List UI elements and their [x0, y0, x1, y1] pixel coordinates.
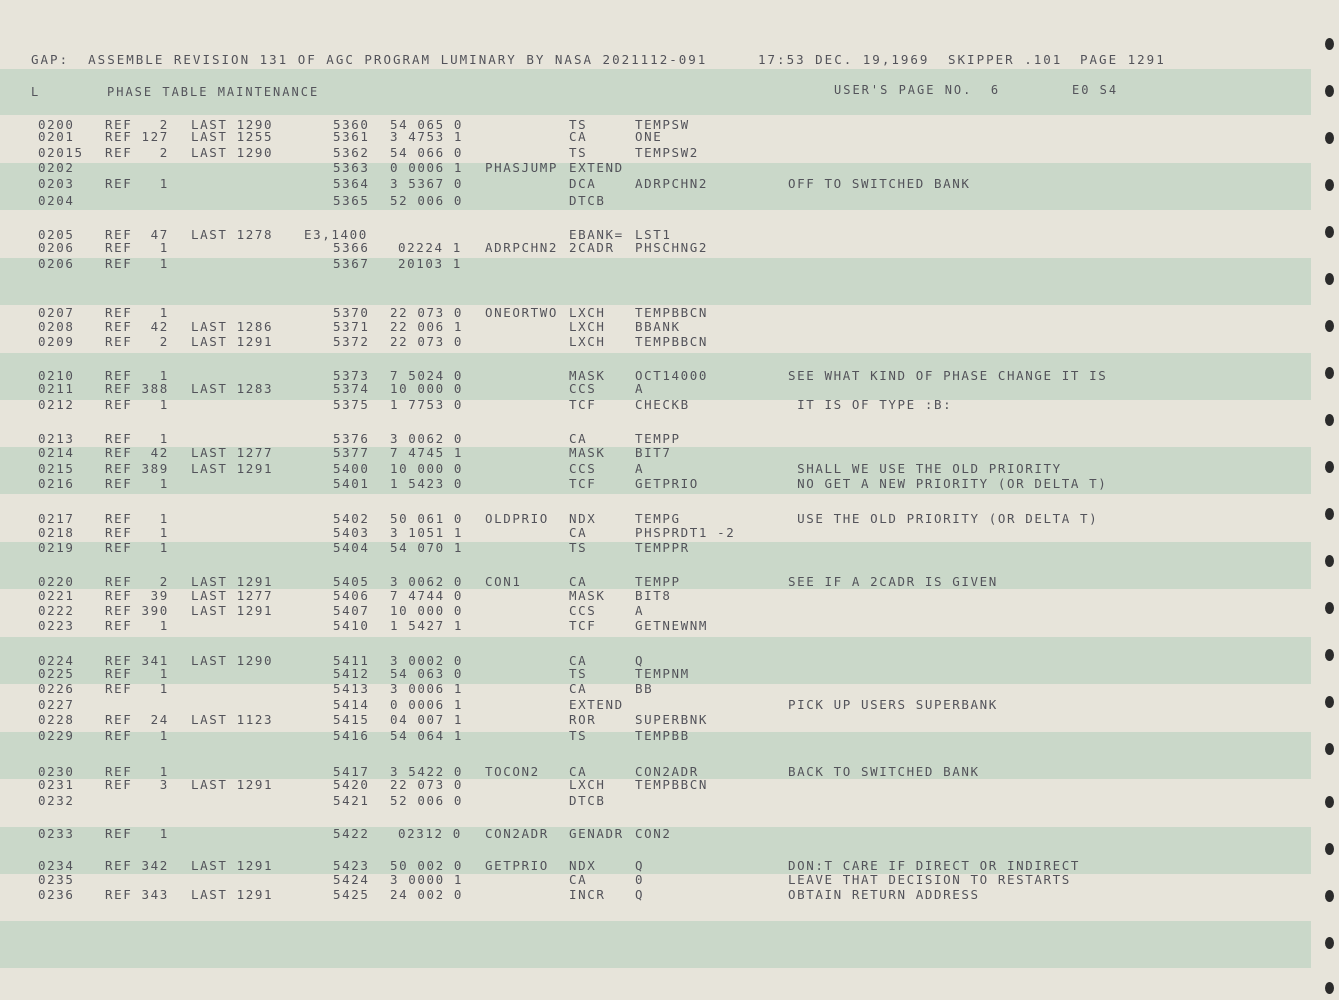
- address: 5401: [333, 476, 370, 491]
- address: 5365: [333, 193, 370, 208]
- operand: TEMPBBCN: [635, 305, 709, 320]
- address: 5415: [333, 712, 370, 727]
- sprocket-hole-icon: [1325, 982, 1334, 994]
- operand: GETPRIO: [635, 476, 699, 491]
- ref-count: REF 388: [105, 381, 169, 396]
- comment: BACK TO SWITCHED BANK: [788, 764, 980, 779]
- sprocket-hole-icon: [1325, 38, 1334, 50]
- opcode: CA: [569, 764, 588, 779]
- opcode: NDX: [569, 511, 597, 526]
- opcode: TCF: [569, 618, 597, 633]
- line-number: 0227: [38, 697, 75, 712]
- ref-count: REF 1: [105, 681, 169, 696]
- label: PHASJUMP: [485, 160, 559, 175]
- line-number: 0233: [38, 826, 75, 841]
- octal-code: 1 5427 1: [390, 618, 464, 633]
- sprocket-hole-icon: [1325, 132, 1334, 144]
- ref-count: REF 389: [105, 461, 169, 476]
- opcode: DTCB: [569, 793, 606, 808]
- line-number: 0207: [38, 305, 75, 320]
- line-number: 0236: [38, 887, 75, 902]
- line-number: 0203: [38, 176, 75, 191]
- sprocket-hole-icon: [1325, 555, 1334, 567]
- octal-code: 22 073 0: [390, 305, 464, 320]
- octal-code: 50 061 0: [390, 511, 464, 526]
- operand: CON2: [635, 826, 672, 841]
- ref-count: REF 341: [105, 653, 169, 668]
- octal-code: 20103 1: [398, 256, 462, 271]
- comment: PICK UP USERS SUPERBANK: [788, 697, 998, 712]
- operand: LST1: [635, 227, 672, 242]
- ref-count: REF 342: [105, 858, 169, 873]
- octal-code: 10 000 0: [390, 603, 464, 618]
- sprocket-hole-icon: [1325, 890, 1334, 902]
- line-number: 0219: [38, 540, 75, 555]
- sprocket-hole-icon: [1325, 743, 1334, 755]
- ref-count: REF 1: [105, 240, 169, 255]
- line-number: 0218: [38, 525, 75, 540]
- operand: CON2ADR: [635, 764, 699, 779]
- sprocket-hole-icon: [1325, 696, 1334, 708]
- opcode: DCA: [569, 176, 597, 191]
- line-number: 0214: [38, 445, 75, 460]
- line-number: 0208: [38, 319, 75, 334]
- opcode: TCF: [569, 476, 597, 491]
- opcode: EBANK=: [569, 227, 624, 242]
- opcode: LXCH: [569, 319, 606, 334]
- operand: TEMPBBCN: [635, 777, 709, 792]
- operand: ONE: [635, 129, 663, 144]
- operand: OCT14000: [635, 368, 709, 383]
- octal-code: 22 073 0: [390, 777, 464, 792]
- ref-count: REF 47: [105, 227, 169, 242]
- opcode: CCS: [569, 461, 597, 476]
- octal-code: 0 0006 1: [390, 697, 464, 712]
- line-number: 0234: [38, 858, 75, 873]
- last-ref: LAST 1291: [191, 603, 274, 618]
- comment: DON:T CARE IF DIRECT OR INDIRECT: [788, 858, 1081, 873]
- last-ref: LAST 1123: [191, 712, 274, 727]
- line-number: 0228: [38, 712, 75, 727]
- operand: TEMPG: [635, 511, 681, 526]
- listing-timestamp: 17:53 DEC. 19,1969: [758, 52, 930, 67]
- ref-count: REF 1: [105, 728, 169, 743]
- ref-count: REF 1: [105, 305, 169, 320]
- opcode: CA: [569, 129, 588, 144]
- line-number: 0212: [38, 397, 75, 412]
- ref-count: REF 1: [105, 540, 169, 555]
- label: GETPRIO: [485, 858, 549, 873]
- address: 5376: [333, 431, 370, 446]
- ref-count: REF 1: [105, 397, 169, 412]
- last-ref: LAST 1291: [191, 461, 274, 476]
- octal-code: 50 002 0: [390, 858, 464, 873]
- comment: SEE IF A 2CADR IS GIVEN: [788, 574, 998, 589]
- line-number: 0209: [38, 334, 75, 349]
- ref-count: REF 42: [105, 445, 169, 460]
- opcode: MASK: [569, 445, 606, 460]
- address: 5372: [333, 334, 370, 349]
- address: 5404: [333, 540, 370, 555]
- opcode: ROR: [569, 712, 597, 727]
- address: 5363: [333, 160, 370, 175]
- operand: TEMPPR: [635, 540, 690, 555]
- ref-count: REF 2: [105, 574, 169, 589]
- octal-code: 10 000 0: [390, 461, 464, 476]
- greenbar-band: [0, 258, 1311, 305]
- address: 5406: [333, 588, 370, 603]
- operand: A: [635, 381, 645, 396]
- address: 5407: [333, 603, 370, 618]
- comment: SHALL WE USE THE OLD PRIORITY: [788, 461, 1062, 476]
- opcode: CA: [569, 431, 588, 446]
- comment: USE THE OLD PRIORITY (OR DELTA T): [788, 511, 1099, 526]
- address: 5414: [333, 697, 370, 712]
- line-number: 0200: [38, 117, 75, 132]
- sprocket-hole-icon: [1325, 649, 1334, 661]
- last-ref: LAST 1277: [191, 588, 274, 603]
- operand: TEMPP: [635, 574, 681, 589]
- opcode: EXTEND: [569, 160, 624, 175]
- octal-code: 3 0000 1: [390, 872, 464, 887]
- address: 5362: [333, 145, 370, 160]
- sprocket-hole-icon: [1325, 273, 1334, 285]
- label: OLDPRIO: [485, 511, 549, 526]
- ref-count: REF 127: [105, 129, 169, 144]
- octal-code: 54 066 0: [390, 145, 464, 160]
- address: 5403: [333, 525, 370, 540]
- ref-count: REF 1: [105, 618, 169, 633]
- operand: PHSPRDT1 -2: [635, 525, 736, 540]
- octal-code: 22 073 0: [390, 334, 464, 349]
- address: 5411: [333, 653, 370, 668]
- octal-code: 10 000 0: [390, 381, 464, 396]
- opcode: MASK: [569, 368, 606, 383]
- line-number: 0205: [38, 227, 75, 242]
- octal-code: 1 7753 0: [390, 397, 464, 412]
- address: 5416: [333, 728, 370, 743]
- address: 5360: [333, 117, 370, 132]
- line-number: 0226: [38, 681, 75, 696]
- address: 5417: [333, 764, 370, 779]
- address: 5422: [333, 826, 370, 841]
- address: 5373: [333, 368, 370, 383]
- last-ref: LAST 1291: [191, 887, 274, 902]
- line-number: 0216: [38, 476, 75, 491]
- line-number: 0204: [38, 193, 75, 208]
- ref-count: REF 2: [105, 334, 169, 349]
- octal-code: 7 4744 0: [390, 588, 464, 603]
- sprocket-hole-icon: [1325, 367, 1334, 379]
- octal-code: 54 063 0: [390, 666, 464, 681]
- octal-code: 54 064 1: [390, 728, 464, 743]
- opcode: GENADR: [569, 826, 624, 841]
- line-number: 0211: [38, 381, 75, 396]
- octal-code: 52 006 0: [390, 193, 464, 208]
- octal-code: 7 5024 0: [390, 368, 464, 383]
- ref-count: REF 1: [105, 525, 169, 540]
- octal-code: 7 4745 1: [390, 445, 464, 460]
- octal-code: 24 002 0: [390, 887, 464, 902]
- sprocket-hole-icon: [1325, 937, 1334, 949]
- address: 5370: [333, 305, 370, 320]
- octal-code: 3 1051 1: [390, 525, 464, 540]
- comment: IT IS OF TYPE :B:: [788, 397, 953, 412]
- operand: SUPERBNK: [635, 712, 709, 727]
- opcode: CA: [569, 681, 588, 696]
- opcode: CA: [569, 574, 588, 589]
- sprocket-hole-icon: [1325, 179, 1334, 191]
- opcode: CA: [569, 525, 588, 540]
- octal-code: 54 070 1: [390, 540, 464, 555]
- operand: TEMPSW: [635, 117, 690, 132]
- address: 5367: [333, 256, 370, 271]
- sprocket-hole-icon: [1325, 843, 1334, 855]
- last-ref: LAST 1283: [191, 381, 274, 396]
- users-page-number: USER'S PAGE NO. 6: [834, 83, 1001, 97]
- address: 5412: [333, 666, 370, 681]
- sprocket-hole-icon: [1325, 414, 1334, 426]
- operand: TEMPSW2: [635, 145, 699, 160]
- operand: GETNEWNM: [635, 618, 709, 633]
- line-number: 0217: [38, 511, 75, 526]
- octal-code: 3 0006 1: [390, 681, 464, 696]
- address: 5421: [333, 793, 370, 808]
- operand: A: [635, 603, 645, 618]
- operand: A: [635, 461, 645, 476]
- line-number: 0206: [38, 240, 75, 255]
- octal-code: 1 5423 0: [390, 476, 464, 491]
- opcode: INCR: [569, 887, 606, 902]
- address: 5405: [333, 574, 370, 589]
- opcode: EXTEND: [569, 697, 624, 712]
- sprocket-hole-icon: [1325, 796, 1334, 808]
- line-number: 0206: [38, 256, 75, 271]
- operand: TEMPNM: [635, 666, 690, 681]
- address: 5374: [333, 381, 370, 396]
- last-ref: LAST 1277: [191, 445, 274, 460]
- octal-code: 3 5367 0: [390, 176, 464, 191]
- line-number: 0201: [38, 129, 75, 144]
- listing-user: SKIPPER .101: [948, 52, 1063, 67]
- octal-code: 3 5422 0: [390, 764, 464, 779]
- opcode: LXCH: [569, 777, 606, 792]
- ref-count: REF 1: [105, 476, 169, 491]
- line-number: 0222: [38, 603, 75, 618]
- address: 5371: [333, 319, 370, 334]
- opcode: DTCB: [569, 193, 606, 208]
- listing-page-number: PAGE 1291: [1080, 52, 1166, 67]
- ref-count: REF 2: [105, 145, 169, 160]
- comment: LEAVE THAT DECISION TO RESTARTS: [788, 872, 1071, 887]
- greenbar-band: [0, 921, 1311, 968]
- line-number: 0232: [38, 793, 75, 808]
- ref-count: REF 39: [105, 588, 169, 603]
- line-number: 0202: [38, 160, 75, 175]
- address: 5413: [333, 681, 370, 696]
- ref-count: REF 2: [105, 117, 169, 132]
- octal-code: 3 0062 0: [390, 574, 464, 589]
- line-number: 0220: [38, 574, 75, 589]
- operand: TEMPP: [635, 431, 681, 446]
- last-ref: LAST 1291: [191, 574, 274, 589]
- line-number: 0210: [38, 368, 75, 383]
- octal-code: 04 007 1: [390, 712, 464, 727]
- opcode: MASK: [569, 588, 606, 603]
- sprocket-hole-icon: [1325, 85, 1334, 97]
- octal-code: 3 0002 0: [390, 653, 464, 668]
- last-ref: LAST 1290: [191, 653, 274, 668]
- last-ref: LAST 1255: [191, 129, 274, 144]
- label: ADRPCHN2: [485, 240, 559, 255]
- address: 5424: [333, 872, 370, 887]
- comment: NO GET A NEW PRIORITY (OR DELTA T): [788, 476, 1108, 491]
- octal-code: 3 4753 1: [390, 129, 464, 144]
- ref-count: REF 1: [105, 511, 169, 526]
- opcode: CCS: [569, 603, 597, 618]
- address: 5423: [333, 858, 370, 873]
- opcode: TCF: [569, 397, 597, 412]
- ref-count: REF 1: [105, 176, 169, 191]
- last-ref: LAST 1278: [191, 227, 274, 242]
- address: 5366: [333, 240, 370, 255]
- operand: Q: [635, 887, 645, 902]
- address: 5402: [333, 511, 370, 526]
- sprocket-strip: [1318, 0, 1334, 1000]
- address: 5410: [333, 618, 370, 633]
- address: 5377: [333, 445, 370, 460]
- line-number: 0223: [38, 618, 75, 633]
- opcode: TS: [569, 540, 588, 555]
- label: ONEORTWO: [485, 305, 559, 320]
- line-number: 0229: [38, 728, 75, 743]
- ref-count: REF 343: [105, 887, 169, 902]
- comment: OBTAIN RETURN ADDRESS: [788, 887, 980, 902]
- ref-count: REF 1: [105, 666, 169, 681]
- line-number: 0213: [38, 431, 75, 446]
- operand: PHSCHNG2: [635, 240, 709, 255]
- opcode: LXCH: [569, 334, 606, 349]
- last-ref: LAST 1290: [191, 117, 274, 132]
- ref-count: REF 390: [105, 603, 169, 618]
- address: 5420: [333, 777, 370, 792]
- opcode: 2CADR: [569, 240, 615, 255]
- sprocket-hole-icon: [1325, 508, 1334, 520]
- ref-count: REF 1: [105, 431, 169, 446]
- opcode: CA: [569, 872, 588, 887]
- line-number: 0230: [38, 764, 75, 779]
- ref-count: REF 1: [105, 368, 169, 383]
- opcode: NDX: [569, 858, 597, 873]
- opcode: LXCH: [569, 305, 606, 320]
- comment: OFF TO SWITCHED BANK: [788, 176, 971, 191]
- address: 5425: [333, 887, 370, 902]
- operand: BBANK: [635, 319, 681, 334]
- octal-code: 02224 1: [398, 240, 462, 255]
- last-ref: LAST 1286: [191, 319, 274, 334]
- octal-code: 02312 0: [398, 826, 462, 841]
- operand: 0: [635, 872, 645, 887]
- listing-header: GAP: ASSEMBLE REVISION 131 OF AGC PROGRAM LUMINARY BY NASA 2021112-091: [31, 52, 708, 67]
- operand: BIT7: [635, 445, 672, 460]
- section-title: PHASE TABLE MAINTENANCE: [107, 85, 320, 99]
- listing-mark: L: [31, 85, 41, 99]
- ref-count: REF 1: [105, 826, 169, 841]
- line-number: 0221: [38, 588, 75, 603]
- ref-count: REF 1: [105, 764, 169, 779]
- operand: TEMPBB: [635, 728, 690, 743]
- label: CON2ADR: [485, 826, 549, 841]
- octal-code: 0 0006 1: [390, 160, 464, 175]
- last-ref: LAST 1291: [191, 777, 274, 792]
- sprocket-hole-icon: [1325, 602, 1334, 614]
- last-ref: LAST 1290: [191, 145, 274, 160]
- eo-code: E0 S4: [1072, 83, 1119, 97]
- operand: Q: [635, 858, 645, 873]
- sprocket-hole-icon: [1325, 461, 1334, 473]
- comment: SEE WHAT KIND OF PHASE CHANGE IT IS: [788, 368, 1108, 383]
- operand: BB: [635, 681, 654, 696]
- octal-code: 52 006 0: [390, 793, 464, 808]
- operand: BIT8: [635, 588, 672, 603]
- opcode: CCS: [569, 381, 597, 396]
- address: 5361: [333, 129, 370, 144]
- line-number: 0224: [38, 653, 75, 668]
- opcode: TS: [569, 117, 588, 132]
- label: TOCON2: [485, 764, 540, 779]
- line-number: 0231: [38, 777, 75, 792]
- address: 5364: [333, 176, 370, 191]
- line-number: 0215: [38, 461, 75, 476]
- last-ref: LAST 1291: [191, 334, 274, 349]
- opcode: CA: [569, 653, 588, 668]
- sprocket-hole-icon: [1325, 320, 1334, 332]
- opcode: TS: [569, 666, 588, 681]
- opcode: TS: [569, 145, 588, 160]
- operand: ADRPCHN2: [635, 176, 709, 191]
- opcode: TS: [569, 728, 588, 743]
- ref-count: REF 1: [105, 256, 169, 271]
- last-ref: LAST 1291: [191, 858, 274, 873]
- octal-code: 3 0062 0: [390, 431, 464, 446]
- operand: Q: [635, 653, 645, 668]
- sprocket-hole-icon: [1325, 226, 1334, 238]
- ref-count: REF 3: [105, 777, 169, 792]
- address: 5375: [333, 397, 370, 412]
- ebank-value: E3,1400: [304, 227, 368, 242]
- line-number: 0225: [38, 666, 75, 681]
- operand: TEMPBBCN: [635, 334, 709, 349]
- octal-code: 54 065 0: [390, 117, 464, 132]
- line-number: 02015: [38, 145, 84, 160]
- operand: CHECKB: [635, 397, 690, 412]
- ref-count: REF 42: [105, 319, 169, 334]
- label: CON1: [485, 574, 522, 589]
- address: 5400: [333, 461, 370, 476]
- ref-count: REF 24: [105, 712, 169, 727]
- octal-code: 22 006 1: [390, 319, 464, 334]
- line-number: 0235: [38, 872, 75, 887]
